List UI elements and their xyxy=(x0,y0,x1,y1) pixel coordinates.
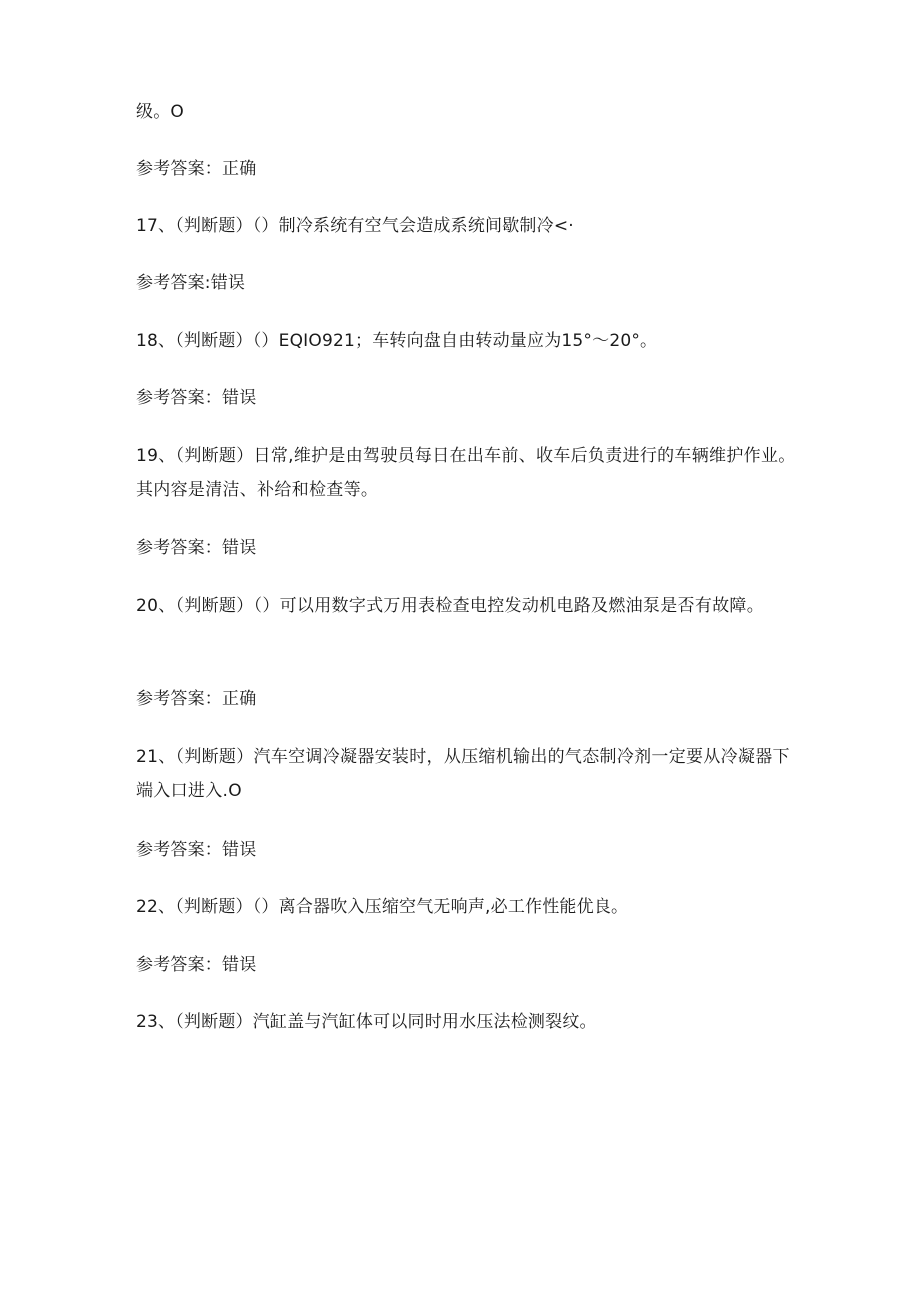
question-17: 17、（判断题）（）制冷系统有空气会造成系统间歇制冷<· xyxy=(136,216,574,236)
answer-line: 参考答案：正确 xyxy=(136,159,257,179)
text-line-continuation: 级。O xyxy=(136,102,184,122)
question-20: 20、（判断题）（）可以用数字式万用表检查电控发动机电路及燃油泵是否有故障。 xyxy=(136,596,765,616)
answer-line: 参考答案：正确 xyxy=(136,689,257,709)
answer-line: 参考答案：错误 xyxy=(136,840,257,860)
answer-line: 参考答案：错误 xyxy=(136,955,257,975)
answer-line: 参考答案：错误 xyxy=(136,538,257,558)
answer-line: 参考答案：错误 xyxy=(136,388,257,408)
question-21: 21、（判断题）汽车空调冷凝器安装时，从压缩机输出的气态制冷剂一定要从冷凝器下端入口进入.O xyxy=(136,747,790,801)
question-22: 22、（判断题）（）离合器吹入压缩空气无响声,必工作性能优良。 xyxy=(136,897,629,917)
question-23: 23、（判断题）汽缸盖与汽缸体可以同时用水压法检测裂纹。 xyxy=(136,1012,597,1032)
question-18: 18、（判断题）（）EQIO921；车转向盘自由转动量应为15°～20°。 xyxy=(136,331,658,351)
answer-line: 参考答案:错误 xyxy=(136,273,246,293)
question-19: 19、（判断题）日常,维护是由驾驶员每日在出车前、收车后负责进行的车辆维护作业。其内容是清洁、补给和检查等。 xyxy=(136,446,796,500)
